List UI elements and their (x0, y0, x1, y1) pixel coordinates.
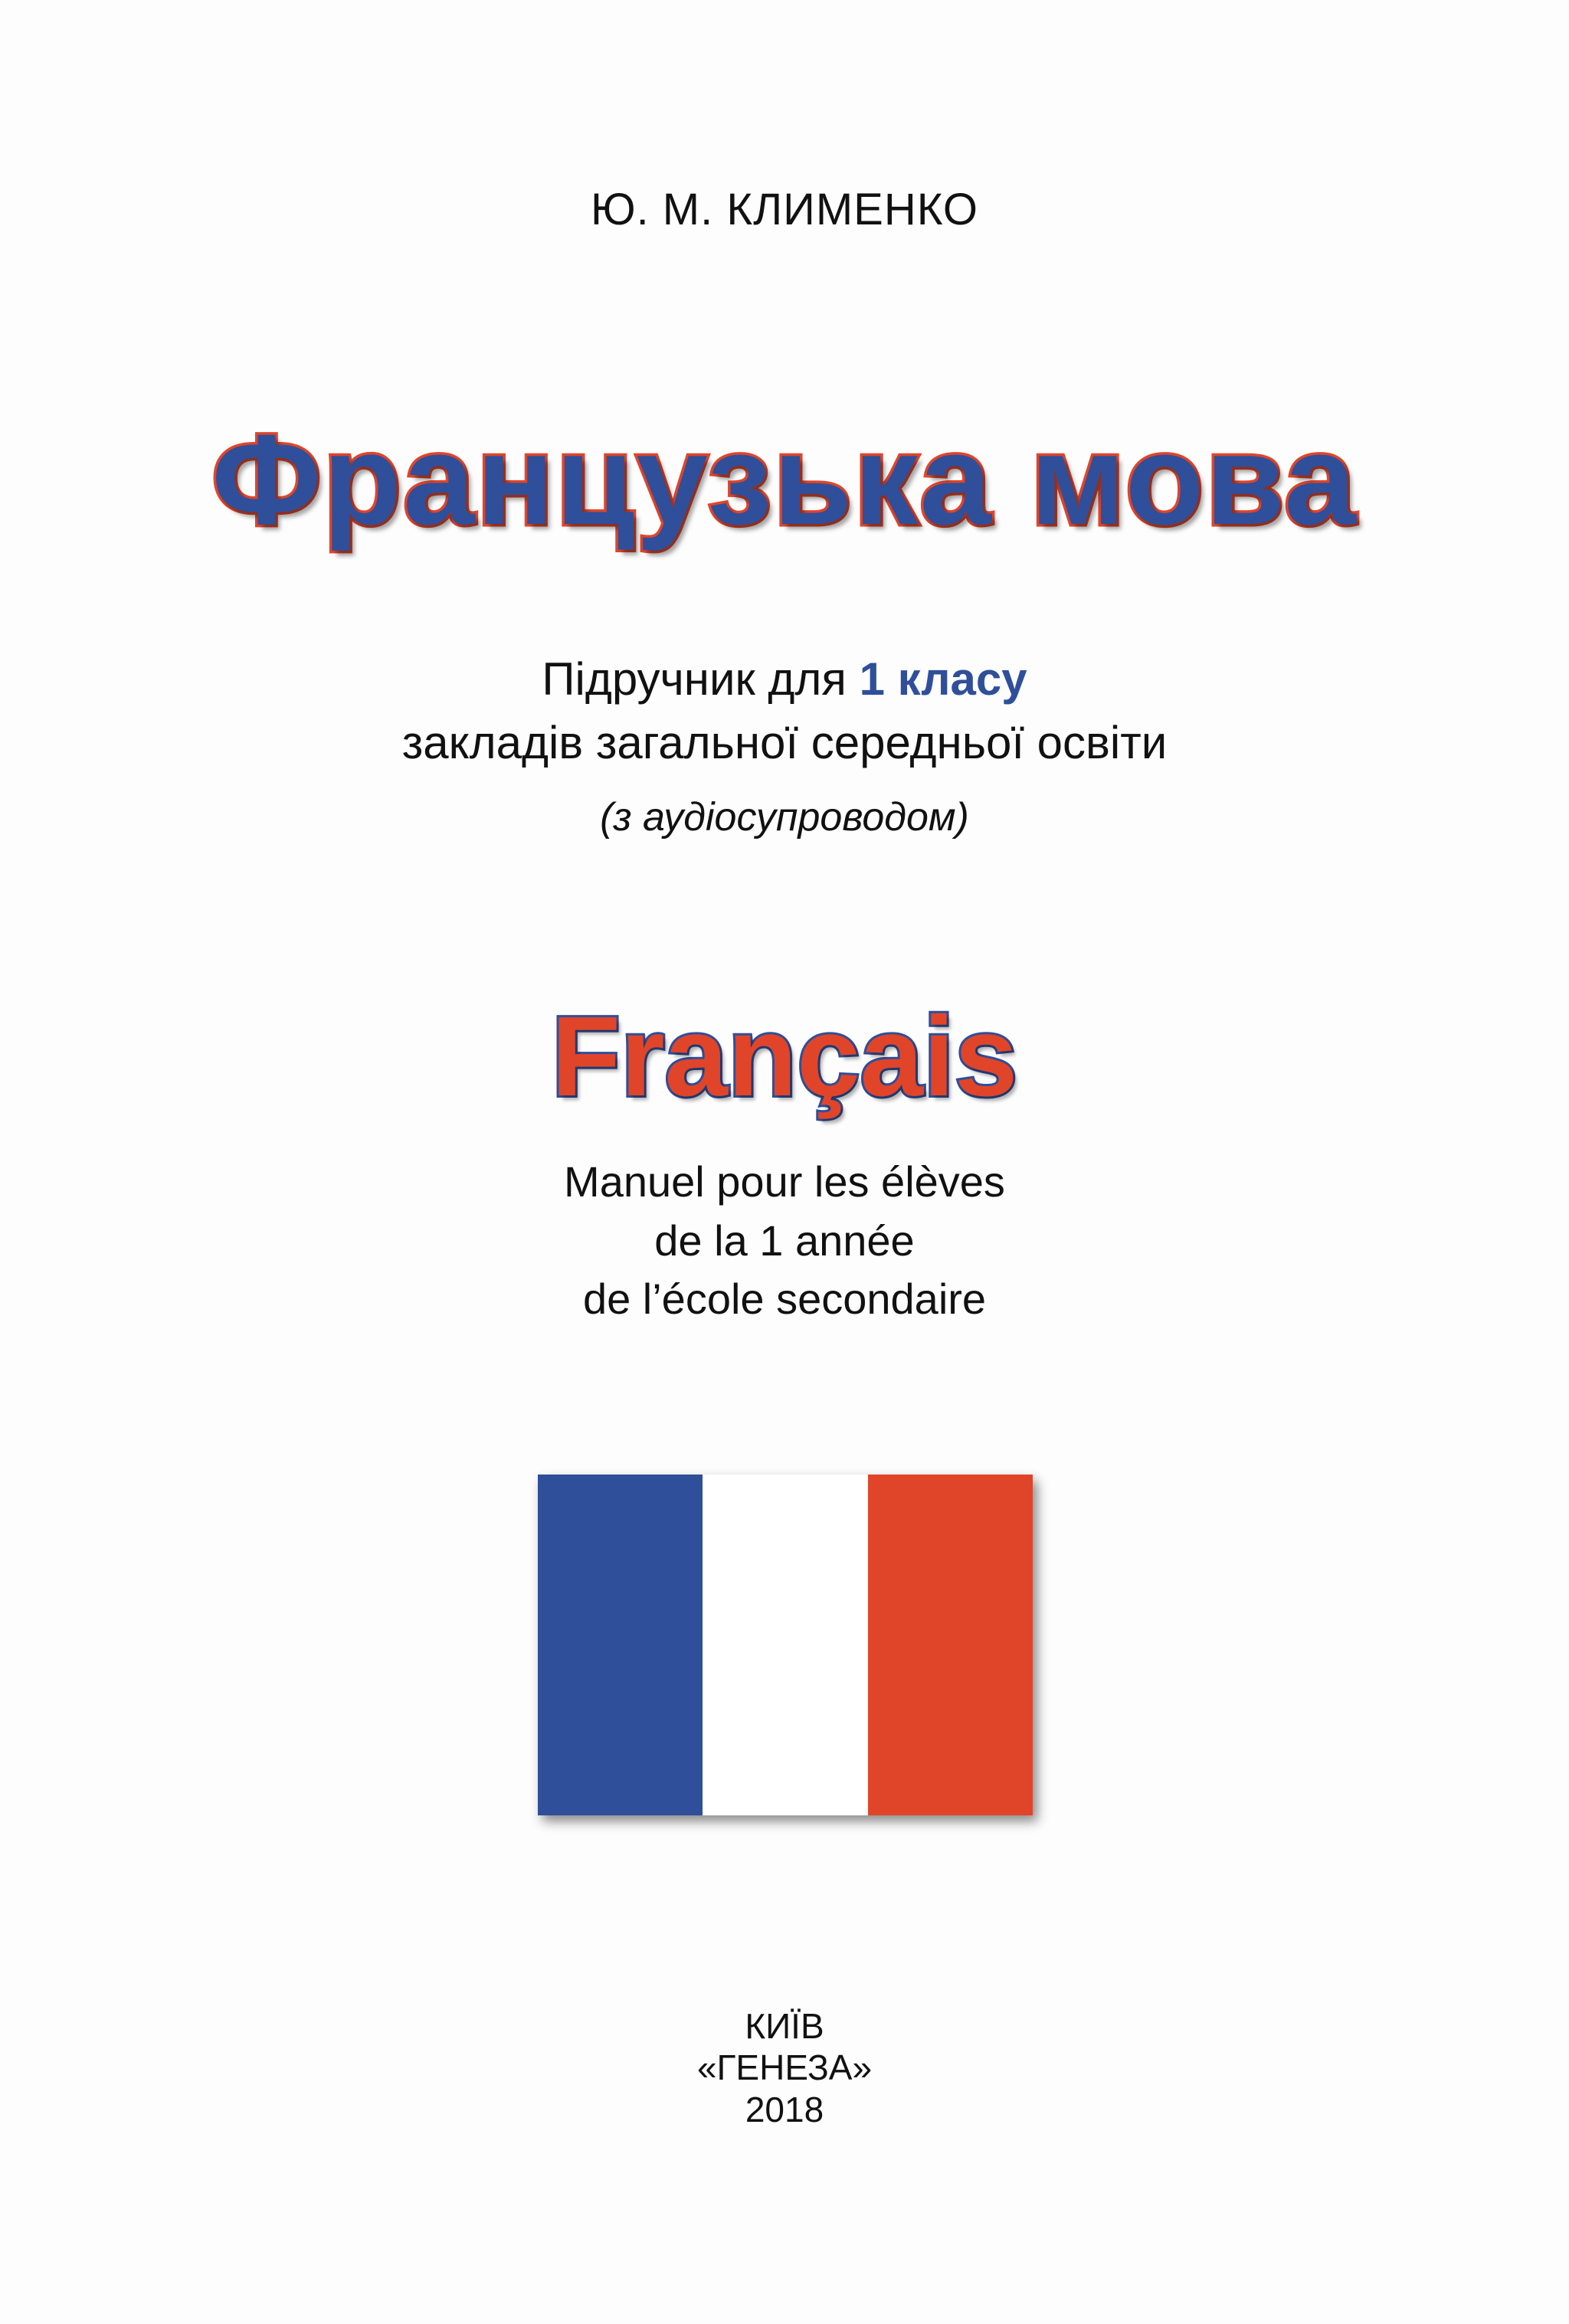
subtitle-prefix: Підручник для (542, 653, 860, 705)
subtitle-line-3: (з аудіосупроводом) (600, 795, 969, 840)
grade-label: 1 класу (859, 653, 1027, 705)
flag-stripe-red (868, 1475, 1033, 1815)
french-subtitle-line-3: de l’école secondaire (582, 1275, 987, 1323)
flag-stripe-blue (538, 1475, 703, 1815)
french-subtitle-line-1: Manuel pour les élèves (564, 1157, 1005, 1206)
title-french: Français (551, 993, 1018, 1120)
author-name: Ю. М. КЛИМЕНКО (590, 185, 979, 234)
french-subtitle-line-2: de la 1 année (654, 1216, 915, 1265)
french-flag-image (538, 1475, 1033, 1815)
subtitle-line-2: закладів загальної середньої освіти (401, 717, 1168, 768)
flag-stripe-white (703, 1475, 867, 1815)
imprint-city: КИЇВ (745, 2006, 824, 2046)
imprint-publisher: «ГЕНЕЗА» (696, 2047, 873, 2087)
title-ukrainian: Французька мова (211, 408, 1358, 552)
subtitle-line-1 (0, 653, 1569, 705)
imprint-year: 2018 (745, 2090, 824, 2129)
